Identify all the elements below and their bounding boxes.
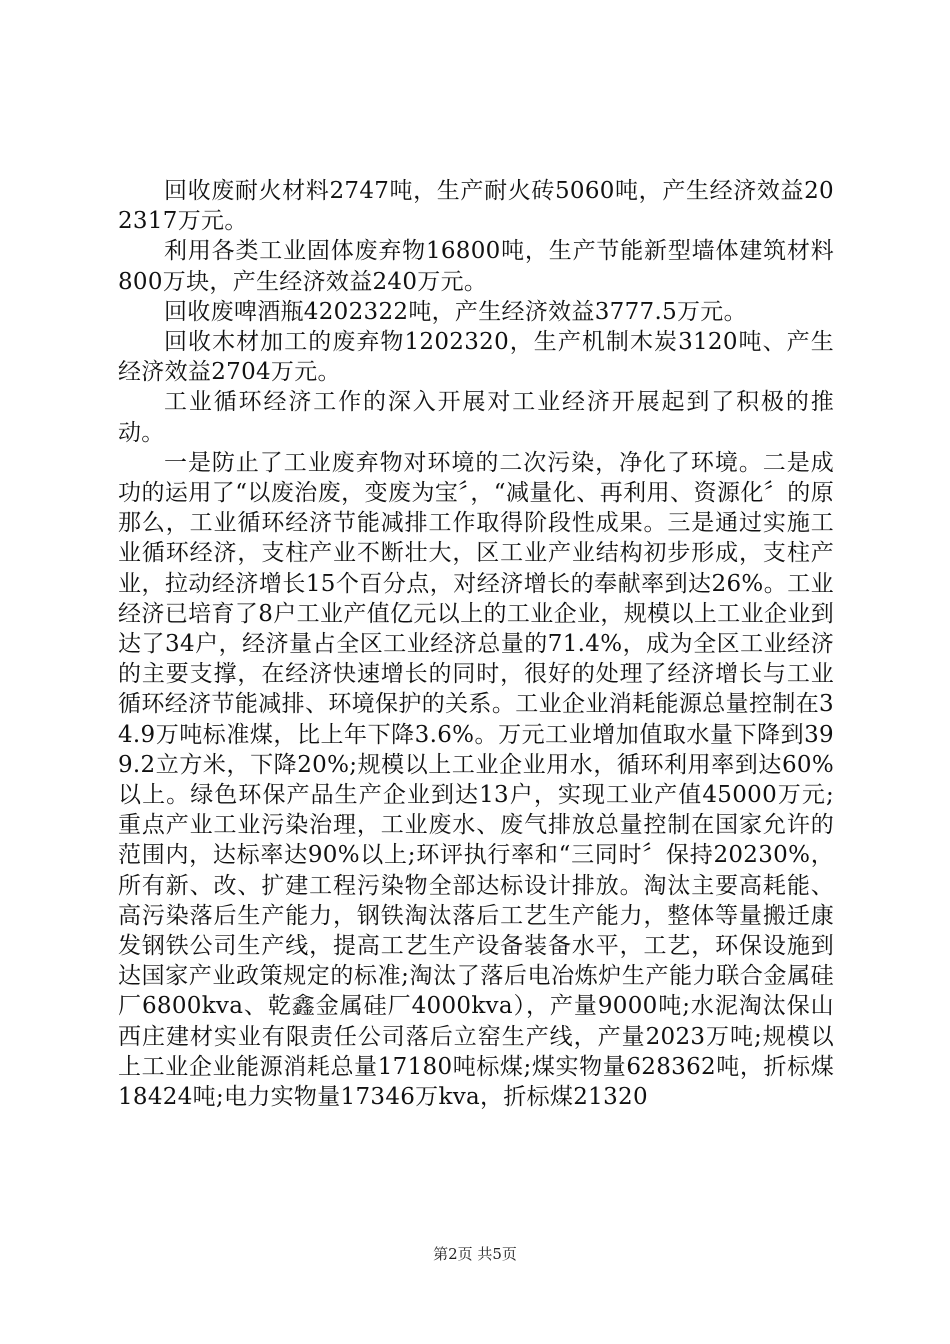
paragraph-solid-waste-utilization: 利用各类工业固体废弃物16800吨，生产节能新型墙体建筑材料800万块，产生经济效益240万元。 <box>118 238 834 295</box>
paragraph-achievements: 一是防止了工业废弃物对环境的二次污染，净化了环境。二是成功的运用了“以废治废，变废为宝〞，“减量化、再利用、资源化〞的原那么，工业循环经济节能减排工作取得阶段性成果。三是通过实施工业循环经济，支柱产业不断壮大，区工业产业结构初步形成，支柱产业，拉动经济增长15个百分点，对经济增长的奉献率到达26%。工业经济已培育了8户工业产值亿元以上的工业企业，规模以上工业企业到达了34户，经济量占全区工业经济总量的71.4%，成为全区工业经济的主要支撑，在经济快速增长的同时，很好的处理了经济增长与工业循环经济节能减排、环境保护的关系。工业企业消耗能源总量控制在34.9万吨标准煤，比上年下降3.6%。万元工业增加值取水量下降到399.2立方米，下降20%;规模以上工业企业用水，循环利用率到达60%以上。绿色环保产品生产企业到达13户，实现工业产值45000万元;重点产业工业污染治理，工业废水、废气排放总量控制在国家允许的范围内，达标率达90%以上;环评执行率和“三同时〞保持20230%，所有新、改、扩建工程污染物全部达标设计排放。淘汰主要高耗能、高污染落后生产能力，钢铁淘汰落后工艺生产能力，整体等量搬迁康发钢铁公司生产线，提高工艺生产设备装备水平，工艺，环保设施到达国家产业政策规定的标准;淘汰了落后电冶炼炉生产能力联合金属硅厂6800kva、乾鑫金属硅厂4000kva），产量9000吨;水泥淘汰保山西庄建材实业有限责任公司落后立窑生产线，产量2023万吨;规模以上工业企业能源消耗总量17180吨标煤;煤实物量628362吨，折标煤18424吨;电力实物量17346万kva，折标煤21320 <box>118 449 834 1111</box>
paragraph-refractory-recycling: 回收废耐火材料2747吨，生产耐火砖5060吨，产生经济效益202317万元。 <box>118 178 834 235</box>
paragraph-beer-bottle-recycling: 回收废啤酒瓶4202322吨，产生经济效益3777.5万元。 <box>164 298 747 325</box>
paragraph-wood-waste-recycling: 回收木材加工的废弃物1202320，生产机制木炭3120吨、产生经济效益2704万元。 <box>118 329 834 386</box>
document-body <box>118 176 834 1112</box>
paragraph-circular-economy-impact: 工业循环经济工作的深入开展对工业经济开展起到了积极的推动。 <box>118 389 834 446</box>
page-number-footer: 第2页 共5页 <box>433 1245 517 1263</box>
